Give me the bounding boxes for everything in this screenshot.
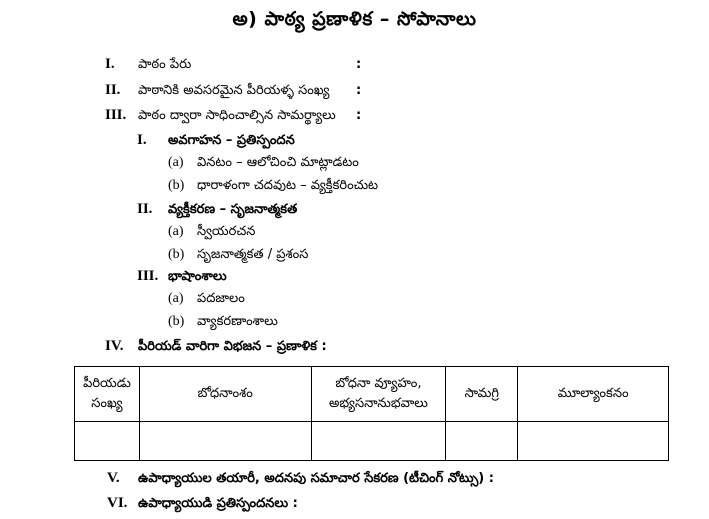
header-period-number — [75, 367, 140, 422]
sub-item-text: వినటం – ఆలోచించి మాట్లాడటం — [197, 155, 359, 170]
competency-label: అవగాహన – ప్రతిస్పందన — [168, 133, 295, 148]
item-number: V. — [107, 470, 120, 486]
item-colon: : — [356, 57, 362, 72]
competency-expression — [137, 201, 297, 220]
item-number: I. — [105, 56, 115, 72]
header-line: మూల్యాంకనం — [557, 386, 629, 401]
item-periods-count — [105, 82, 361, 101]
header-teaching-topic — [139, 367, 311, 422]
header-materials — [446, 367, 518, 422]
item-label: పాఠానికి అవసరమైన పీరియళ్ళ సంఖ్య — [138, 83, 330, 98]
table-row — [75, 422, 669, 461]
competency-number: II. — [137, 201, 153, 217]
item-colon: : — [356, 83, 362, 98]
sub-item-text: ధారాళంగా చదవుట – వ్యక్తీకరించుట — [197, 178, 379, 193]
period-plan-table — [74, 366, 669, 461]
item-period-plan — [105, 338, 327, 357]
competency-number: I. — [137, 132, 147, 148]
item-label: పాఠం ద్వారా సాధించాల్సిన సామర్థ్యాలు — [138, 108, 336, 123]
item-label: పాఠం పేరు — [138, 57, 192, 72]
page-title: అ) పాఠ్య ప్రణాళిక – సోపానాలు — [232, 8, 477, 30]
item-label: ఉపాధ్యాయుల తయారీ, అదనపు సమాచార సేకరణ (టీచింగ్ నోట్సు) : — [138, 471, 494, 486]
header-line: సామగ్రి — [464, 386, 499, 401]
header-line: పీరియడు — [83, 376, 131, 391]
item-lesson-name — [105, 56, 361, 75]
table-cell[interactable] — [75, 422, 140, 461]
item-teacher-preparation — [107, 470, 494, 489]
item-teacher-reflections — [107, 495, 298, 514]
item-number: III. — [105, 107, 127, 123]
competency-sub-item — [168, 247, 308, 265]
table-cell[interactable] — [446, 422, 518, 461]
competency-sub-item — [168, 178, 378, 196]
sub-item-letter: (b) — [168, 247, 185, 262]
header-evaluation — [518, 367, 669, 422]
item-number: II. — [105, 82, 121, 98]
table-cell[interactable] — [518, 422, 669, 461]
table-header-row — [75, 367, 669, 422]
sub-item-letter: (a) — [168, 291, 184, 306]
competency-comprehension — [137, 132, 295, 151]
table-cell[interactable] — [311, 422, 446, 461]
header-line: బోధనా వ్యూహం, — [335, 376, 422, 391]
table-cell[interactable] — [139, 422, 311, 461]
sub-item-letter: (a) — [168, 155, 184, 170]
sub-item-letter: (a) — [168, 224, 184, 239]
competency-sub-item — [168, 155, 359, 173]
competency-language — [137, 268, 227, 287]
item-competencies — [105, 107, 361, 126]
competency-label: వ్యక్తీకరణ – సృజనాత్మకత — [168, 202, 298, 217]
sub-item-text: సృజనాత్మకత / ప్రశంస — [197, 247, 309, 262]
header-line: అభ్యసనానుభవాలు — [329, 396, 428, 411]
sub-item-text: పదజాలం — [197, 291, 245, 306]
item-colon: : — [356, 108, 362, 123]
header-teaching-strategy — [311, 367, 446, 422]
competency-label: భాషాంశాలు — [168, 269, 227, 284]
competency-sub-item — [168, 224, 255, 242]
competency-sub-item — [168, 291, 245, 309]
sub-item-letter: (b) — [168, 314, 185, 329]
header-line: బోధనాంశం — [197, 386, 253, 401]
sub-item-text: స్వీయరచన — [197, 224, 256, 239]
header-line: సంఖ్య — [91, 396, 123, 411]
item-label: ఉపాధ్యాయుడి ప్రతిస్పందనలు : — [138, 496, 298, 511]
competency-sub-item — [168, 314, 278, 332]
item-label: పీరియడ్ వారిగా విభజన – ప్రణాళిక : — [138, 339, 327, 354]
sub-item-letter: (b) — [168, 178, 185, 193]
competency-number: III. — [137, 268, 159, 284]
item-number: IV. — [105, 338, 124, 354]
item-number: VI. — [107, 495, 128, 511]
sub-item-text: వ్యాకరణాంశాలు — [197, 314, 278, 329]
